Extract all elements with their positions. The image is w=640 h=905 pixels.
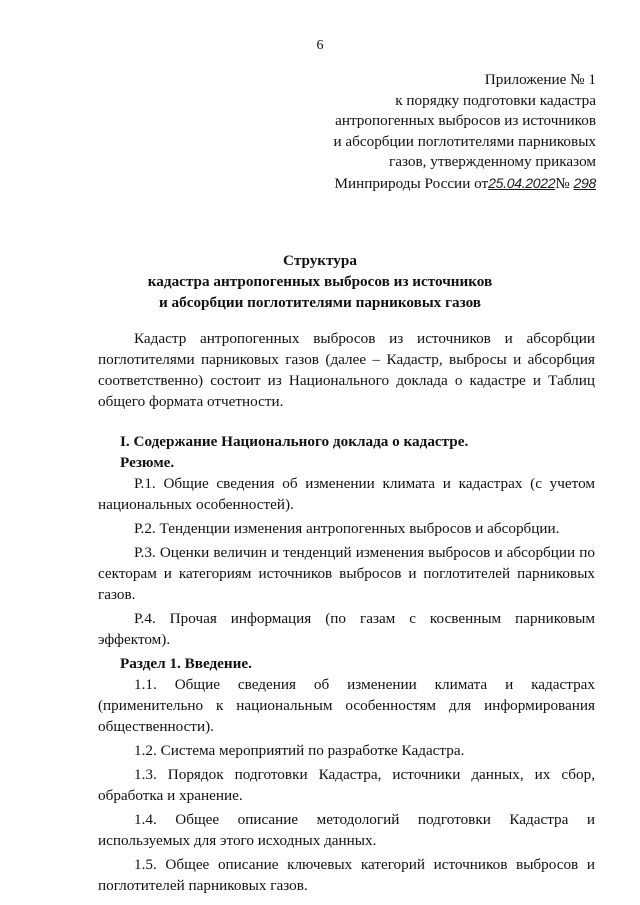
list-item: 1.3. Порядок подготовки Кадастра, источники данных, их сбор, обработка и хранение. bbox=[98, 766, 595, 804]
list-item: Р.3. Оценки величин и тенденций изменения выбросов и абсорбции по секторам и категориям источников выбросов и поглотителей парниковых газов. bbox=[98, 544, 595, 603]
part-heading: Раздел 1. Введение. bbox=[120, 655, 252, 672]
annex-block bbox=[333, 70, 596, 194]
document-title bbox=[0, 250, 640, 313]
document-body bbox=[98, 328, 595, 896]
page-number: 6 bbox=[316, 38, 324, 53]
section-heading: I. Содержание Национального доклада о кадастре. bbox=[120, 433, 469, 450]
annex-line: газов, утвержденному приказом bbox=[389, 153, 596, 170]
annex-line: антропогенных выбросов из источников bbox=[335, 112, 596, 129]
resume-heading: Резюме. bbox=[120, 454, 175, 471]
annex-order-line bbox=[333, 173, 596, 195]
handwritten-number: 298 bbox=[573, 174, 596, 191]
annex-line: и абсорбции поглотителями парниковых bbox=[333, 132, 596, 150]
list-item: 1.4. Общее описание методологий подготовки Кадастра и используемых для этого исходных данных. bbox=[98, 811, 595, 849]
list-item: 1.5. Общее описание ключевых категорий источников выбросов и поглотителей парниковых газов. bbox=[98, 856, 595, 894]
list-item: Р.2. Тенденции изменения антропогенных выбросов и абсорбции. bbox=[134, 520, 560, 537]
list-item: 1.1. Общие сведения об изменении климата и кадастрах (применительно к национальным особенностям для информирования общественности). bbox=[98, 676, 595, 735]
title-line: Структура bbox=[283, 252, 357, 269]
annex-line: к порядку подготовки кадастра bbox=[395, 91, 596, 109]
intro-paragraph: Кадастр антропогенных выбросов из источников и абсорбции поглотителями парниковых газов (далее – Кадастр, выбросы и абсорбция соответственно) состоит из Национального доклада о кадастре и Таблиц общего формата отчетности. bbox=[98, 330, 595, 410]
list-item: Р.4. Прочая информация (по газам с косвенным парниковым эффектом). bbox=[98, 610, 595, 648]
title-line: кадастра антропогенных выбросов из источников bbox=[147, 273, 493, 290]
annex-order-prefix: Минприроды России от bbox=[334, 174, 489, 192]
title-line: и абсорбции поглотителями парниковых газов bbox=[158, 294, 481, 311]
annex-line: Приложение № 1 bbox=[484, 71, 596, 88]
list-item: 1.2. Система мероприятий по разработке Кадастра. bbox=[134, 742, 465, 759]
list-item: Р.1. Общие сведения об изменении климата и кадастрах (с учетом национальных особенностей). bbox=[98, 475, 595, 513]
annex-number-prefix: № bbox=[555, 174, 570, 192]
handwritten-date: 25.04.2022 bbox=[488, 174, 556, 191]
